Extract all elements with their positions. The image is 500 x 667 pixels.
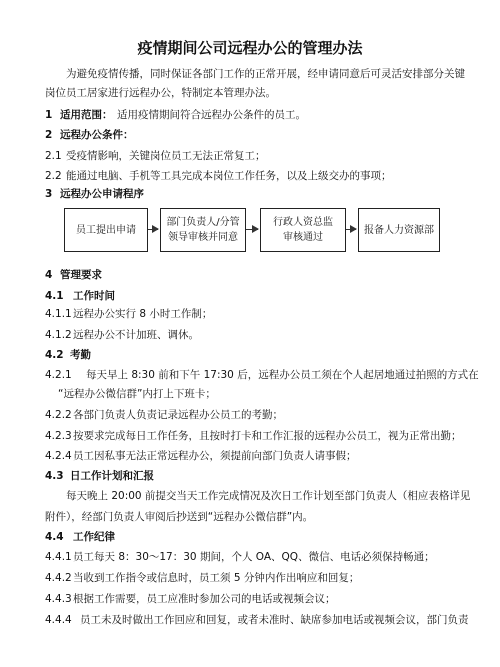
flow-step-3-label-line-1: 行政人资总监 bbox=[273, 217, 333, 228]
item-2-1-text: 受疫情影响，关键岗位员工无法正常复工； bbox=[66, 150, 266, 162]
item-4-2-3-text: 按要求完成每日工作任务，且按时打卡和工作汇报的远程办公员工，视为正常出勤； bbox=[73, 430, 462, 442]
section-4-3-title: 日工作计划和汇报 bbox=[70, 470, 154, 482]
item-4-2-1-line-1: 每天早上 8:30 前和下午 17:30 后，远程办公员工须在个人起居地通过拍照的方式在 bbox=[86, 369, 479, 381]
flow-step-hr-director-review bbox=[260, 208, 346, 252]
section-4-3-text-line-2: 附件），经部门负责人审阅后抄送到“远程办公微信群”内。 bbox=[45, 511, 314, 523]
item-4-2-1-number: 4.2.1 bbox=[45, 369, 72, 381]
section-1-number: 1 bbox=[45, 109, 53, 121]
item-4-4-1-number: 4.4.1 bbox=[45, 551, 72, 563]
flow-step-2-label-line-1: 部门负责人/分管 bbox=[166, 217, 240, 228]
section-4-2-title: 考勤 bbox=[70, 349, 91, 361]
item-4-4-4-text: 员工未及时做出工作回应和回复，或者未准时、缺席参加电话或视频会议，部门负责 bbox=[80, 614, 469, 626]
flow-step-1-label: 员工提出申请 bbox=[76, 224, 136, 236]
item-4-4-2-number: 4.4.2 bbox=[45, 572, 72, 584]
document-title: 疫情期间公司远程办公的管理办法 bbox=[137, 39, 363, 57]
section-3-title: 远程办公申请程序 bbox=[60, 188, 144, 200]
section-1-label: 适用范围： bbox=[60, 109, 113, 121]
item-2-1-number: 2.1 bbox=[45, 150, 62, 162]
flow-step-employee-apply bbox=[64, 208, 148, 252]
section-4-4-number: 4.4 bbox=[45, 531, 64, 543]
flow-step-4-label: 报备人力资源部 bbox=[364, 224, 434, 236]
flow-step-report-hr bbox=[358, 208, 440, 252]
section-4-3-number: 4.3 bbox=[45, 470, 64, 482]
section-2-title: 远程办公条件： bbox=[60, 129, 134, 141]
flow-arrow-3 bbox=[346, 229, 356, 230]
item-4-4-2-text: 当收到工作指令或信息时，员工须 5 分钟内作出响应和回复； bbox=[73, 572, 360, 584]
section-4-title: 管理要求 bbox=[60, 269, 102, 281]
item-4-2-4-number: 4.2.4 bbox=[45, 450, 72, 462]
item-4-4-3-number: 4.4.3 bbox=[45, 593, 72, 605]
item-4-2-3-number: 4.2.3 bbox=[45, 430, 72, 442]
section-1-text: 适用疫情期间符合远程办公条件的员工。 bbox=[117, 109, 306, 121]
item-4-4-1-text: 员工每天 8：30～17：30 期间，个人 OA、QQ、微信、电话必须保持畅通； bbox=[73, 551, 435, 563]
item-4-2-2-number: 4.2.2 bbox=[45, 409, 72, 421]
item-2-2-text: 能通过电脑、手机等工具完成本岗位工作任务，以及上级交办的事项； bbox=[66, 170, 392, 182]
item-4-4-4-number: 4.4.4 bbox=[45, 614, 72, 626]
section-3-number: 3 bbox=[45, 188, 53, 200]
section-2-number: 2 bbox=[45, 129, 53, 141]
section-4-number: 4 bbox=[45, 269, 53, 281]
section-4-1-title: 工作时间 bbox=[73, 290, 115, 302]
item-4-4-3-text: 根据工作需要，员工应准时参加公司的电话或视频会议； bbox=[73, 593, 336, 605]
item-4-2-1-line-2: “远程办公微信群”内打上下班卡； bbox=[58, 388, 216, 400]
item-4-1-1-text: 远程办公实行 8 小时工作制； bbox=[73, 308, 213, 320]
section-4-3-text-line-1: 每天晚上 20:00 前提交当天工作完成情况及次日工作计划至部门负责人（相应表格详见 bbox=[66, 490, 471, 502]
item-4-2-2-text: 各部门负责人负责记录远程办公员工的考勤； bbox=[73, 409, 283, 421]
flow-arrow-1 bbox=[148, 229, 158, 230]
flow-arrow-2 bbox=[246, 229, 258, 230]
section-4-4-title: 工作纪律 bbox=[73, 531, 115, 543]
flow-step-dept-approve bbox=[160, 208, 246, 252]
item-4-1-1-number: 4.1.1 bbox=[45, 308, 72, 320]
item-4-1-2-text: 远程办公不计加班、调休。 bbox=[73, 329, 199, 341]
item-4-2-4-text: 员工因私事无法正常远程办公，须提前向部门负责人请事假； bbox=[73, 450, 357, 462]
item-2-2-number: 2.2 bbox=[45, 170, 62, 182]
section-4-2-number: 4.2 bbox=[45, 349, 64, 361]
flow-step-2-label-line-2: 领导审核并同意 bbox=[168, 232, 238, 243]
intro-line-1: 为避免疫情传播，同时保证各部门工作的正常开展，经申请同意后可灵活安排部分关键 bbox=[66, 68, 465, 80]
item-4-1-2-number: 4.1.2 bbox=[45, 329, 72, 341]
section-4-1-number: 4.1 bbox=[45, 290, 64, 302]
flow-step-3-label-line-2: 审核通过 bbox=[283, 232, 323, 243]
intro-line-2: 岗位员工居家进行远程办公，特制定本管理办法。 bbox=[45, 87, 276, 99]
